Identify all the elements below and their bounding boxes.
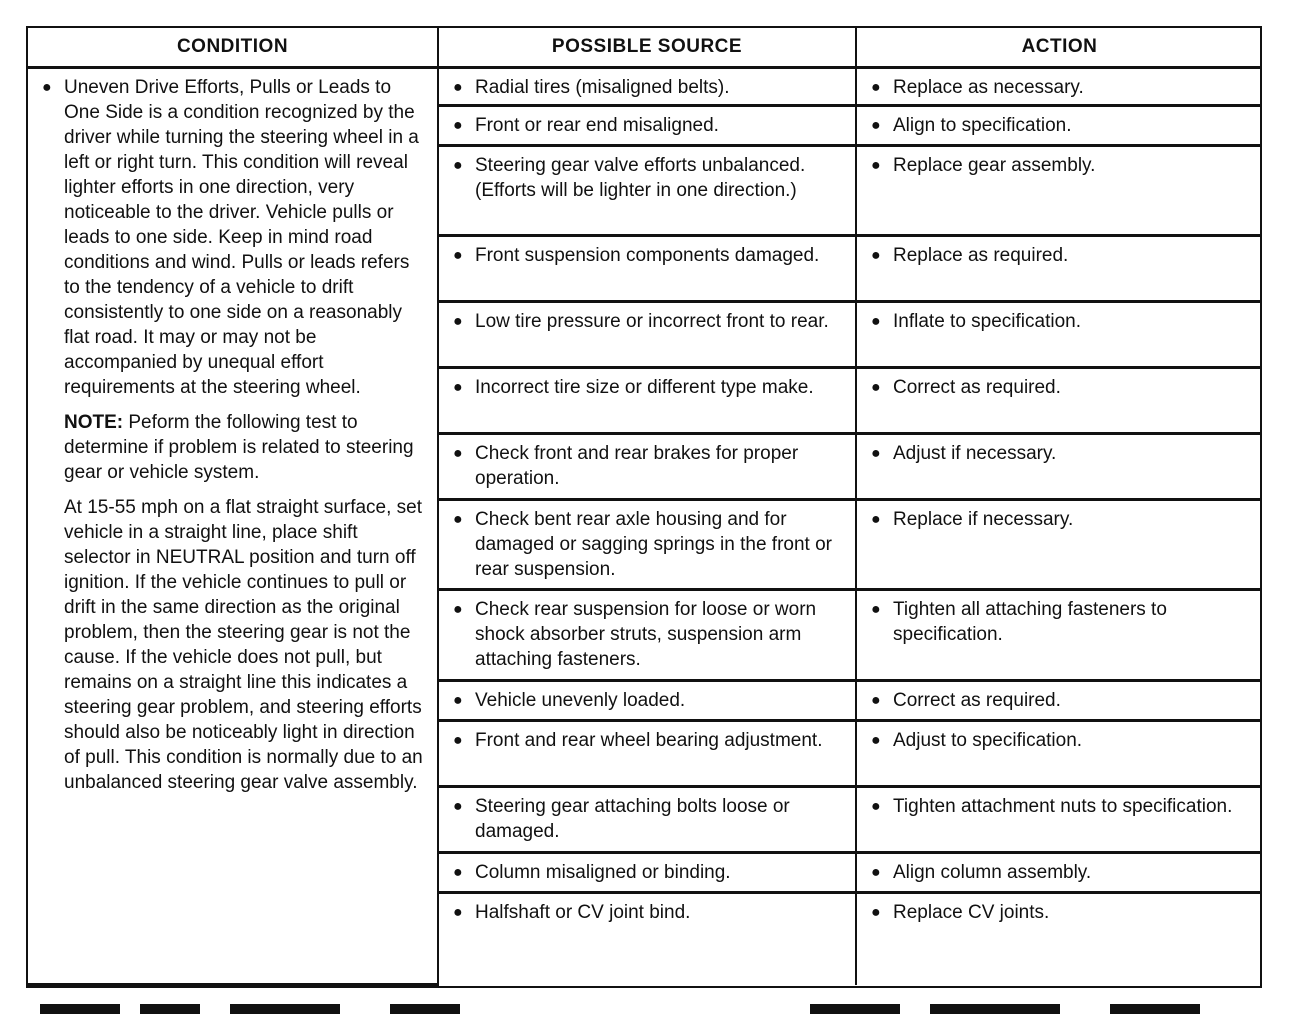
- source-text: Front or rear end misaligned.: [475, 115, 719, 136]
- action-text: Tighten all attaching fasteners to specification.: [893, 599, 1167, 645]
- action-text: Replace gear assembly.: [893, 155, 1096, 176]
- troubleshooting-table-frame: [26, 26, 1262, 988]
- cropped-glyph: [1110, 1004, 1200, 1014]
- action-text: Inflate to specification.: [893, 311, 1081, 332]
- bullet-icon: ●: [871, 692, 881, 709]
- bullet-icon: ●: [453, 864, 463, 881]
- source-cell: [438, 681, 856, 721]
- source-cell: [438, 721, 856, 787]
- source-cell: [438, 68, 856, 106]
- bullet-icon: ●: [871, 79, 881, 96]
- bullet-icon: ●: [453, 904, 463, 921]
- source-text: Check rear suspension for loose or worn shock absorber struts, suspension arm attaching fasteners.: [475, 599, 817, 670]
- action-text: Adjust if necessary.: [893, 443, 1057, 464]
- note-label: NOTE:: [64, 412, 124, 433]
- source-text: Low tire pressure or incorrect front to rear.: [475, 311, 829, 332]
- source-cell: [438, 146, 856, 236]
- action-cell: [856, 146, 1262, 236]
- condition-test-procedure: At 15-55 mph on a flat straight surface, set vehicle in a straight line, place shift selector in NEUTRAL position and turn off ignition. If the vehicle continues to pull or drift in the same direction as the original problem, then the steering gear is not the cause. If the vehicle does not pull, but remains on a straight line this indicates a steering gear problem, and steering efforts should also be noticeably light in direction of pull. This condition is normally due to an unbalanced steering gear valve assembly.: [64, 497, 423, 793]
- bullet-icon: ●: [871, 117, 881, 134]
- source-text: Halfshaft or CV joint bind.: [475, 902, 691, 923]
- source-text: Column misaligned or binding.: [475, 862, 731, 883]
- action-text: Tighten attachment nuts to specification.: [893, 796, 1233, 817]
- condition-note: [64, 410, 427, 485]
- bullet-icon: ●: [871, 601, 881, 618]
- source-text: Radial tires (misaligned belts).: [475, 77, 730, 98]
- condition-intro: Uneven Drive Efforts, Pulls or Leads to One Side is a condition recognized by the driver while turning the steering wheel in a left or right turn. This condition will reveal lighter efforts in one direction, very noticeable to the driver. Vehicle pulls or leads to one side. Keep in mind road conditions and wind. Pulls or leads refers to the tendency of a vehicle to drift consistently to one side on a reasonably flat road. It may or may not be accompanied by unequal effort requirements at the steering wheel.: [64, 77, 419, 398]
- header-possible-source: POSSIBLE SOURCE: [438, 28, 856, 68]
- bullet-icon: ●: [453, 601, 463, 618]
- bullet-icon: ●: [871, 157, 881, 174]
- bullet-icon: ●: [453, 313, 463, 330]
- bullet-icon: ●: [453, 79, 463, 96]
- action-cell: [856, 853, 1262, 893]
- source-text: Steering gear attaching bolts loose or damaged.: [475, 796, 790, 842]
- bullet-icon: ●: [453, 732, 463, 749]
- action-cell: [856, 368, 1262, 434]
- cropped-text-strip: [30, 1004, 1240, 1014]
- bullet-icon: ●: [871, 732, 881, 749]
- bullet-icon: ●: [453, 247, 463, 264]
- bullet-icon: ●: [453, 798, 463, 815]
- action-text: Align to specification.: [893, 115, 1072, 136]
- action-text: Correct as required.: [893, 690, 1061, 711]
- cropped-glyph: [390, 1004, 460, 1014]
- action-cell: [856, 681, 1262, 721]
- cropped-glyph: [230, 1004, 340, 1014]
- header-action: ACTION: [856, 28, 1262, 68]
- source-text: Check front and rear brakes for proper operation.: [475, 443, 799, 489]
- table-row: [28, 68, 1262, 106]
- bullet-icon: ●: [871, 864, 881, 881]
- bullet-icon: ●: [42, 79, 52, 96]
- source-text: Front suspension components damaged.: [475, 245, 820, 266]
- action-cell: [856, 721, 1262, 787]
- condition-cell: [28, 68, 438, 985]
- action-text: Replace CV joints.: [893, 902, 1050, 923]
- source-cell: [438, 106, 856, 146]
- source-text: Vehicle unevenly loaded.: [475, 690, 686, 711]
- source-text: Steering gear valve efforts unbalanced. (Efforts will be lighter in one direction.): [475, 155, 806, 201]
- bullet-icon: ●: [453, 692, 463, 709]
- action-text: Correct as required.: [893, 377, 1061, 398]
- source-cell: [438, 853, 856, 893]
- cropped-glyph: [40, 1004, 120, 1014]
- action-cell: [856, 434, 1262, 500]
- note-text: Peform the following test to determine if problem is related to steering gear or vehicle system.: [64, 412, 414, 483]
- action-text: Replace if necessary.: [893, 509, 1074, 530]
- action-cell: [856, 787, 1262, 853]
- bullet-icon: ●: [871, 798, 881, 815]
- action-text: Replace as required.: [893, 245, 1069, 266]
- action-cell: [856, 236, 1262, 302]
- bullet-icon: ●: [453, 445, 463, 462]
- action-cell: [856, 302, 1262, 368]
- bullet-icon: ●: [453, 379, 463, 396]
- bullet-icon: ●: [453, 117, 463, 134]
- bullet-icon: ●: [871, 247, 881, 264]
- header-condition: CONDITION: [28, 28, 438, 68]
- source-cell: [438, 590, 856, 681]
- source-cell: [438, 236, 856, 302]
- cropped-glyph: [140, 1004, 200, 1014]
- action-cell: [856, 893, 1262, 985]
- bullet-icon: ●: [453, 157, 463, 174]
- action-cell: [856, 590, 1262, 681]
- source-cell: [438, 500, 856, 590]
- action-text: Align column assembly.: [893, 862, 1092, 883]
- cropped-glyph: [930, 1004, 1060, 1014]
- source-text: Check bent rear axle housing and for damaged or sagging springs in the front or rear suspension.: [475, 509, 832, 580]
- bullet-icon: ●: [871, 445, 881, 462]
- source-cell: [438, 368, 856, 434]
- cropped-glyph: [810, 1004, 900, 1014]
- action-text: Replace as necessary.: [893, 77, 1084, 98]
- bullet-icon: ●: [871, 511, 881, 528]
- action-text: Adjust to specification.: [893, 730, 1083, 751]
- header-row: [28, 28, 1262, 68]
- troubleshooting-table: [28, 28, 1262, 986]
- bullet-icon: ●: [871, 904, 881, 921]
- action-cell: [856, 106, 1262, 146]
- source-text: Incorrect tire size or different type make.: [475, 377, 814, 398]
- action-cell: [856, 500, 1262, 590]
- source-text: Front and rear wheel bearing adjustment.: [475, 730, 823, 751]
- bullet-icon: ●: [453, 511, 463, 528]
- source-cell: [438, 434, 856, 500]
- source-cell: [438, 302, 856, 368]
- source-cell: [438, 893, 856, 985]
- action-cell: [856, 68, 1262, 106]
- bullet-icon: ●: [871, 379, 881, 396]
- bullet-icon: ●: [871, 313, 881, 330]
- condition-bullet-item: [42, 75, 427, 805]
- condition-text: [64, 75, 427, 805]
- source-cell: [438, 787, 856, 853]
